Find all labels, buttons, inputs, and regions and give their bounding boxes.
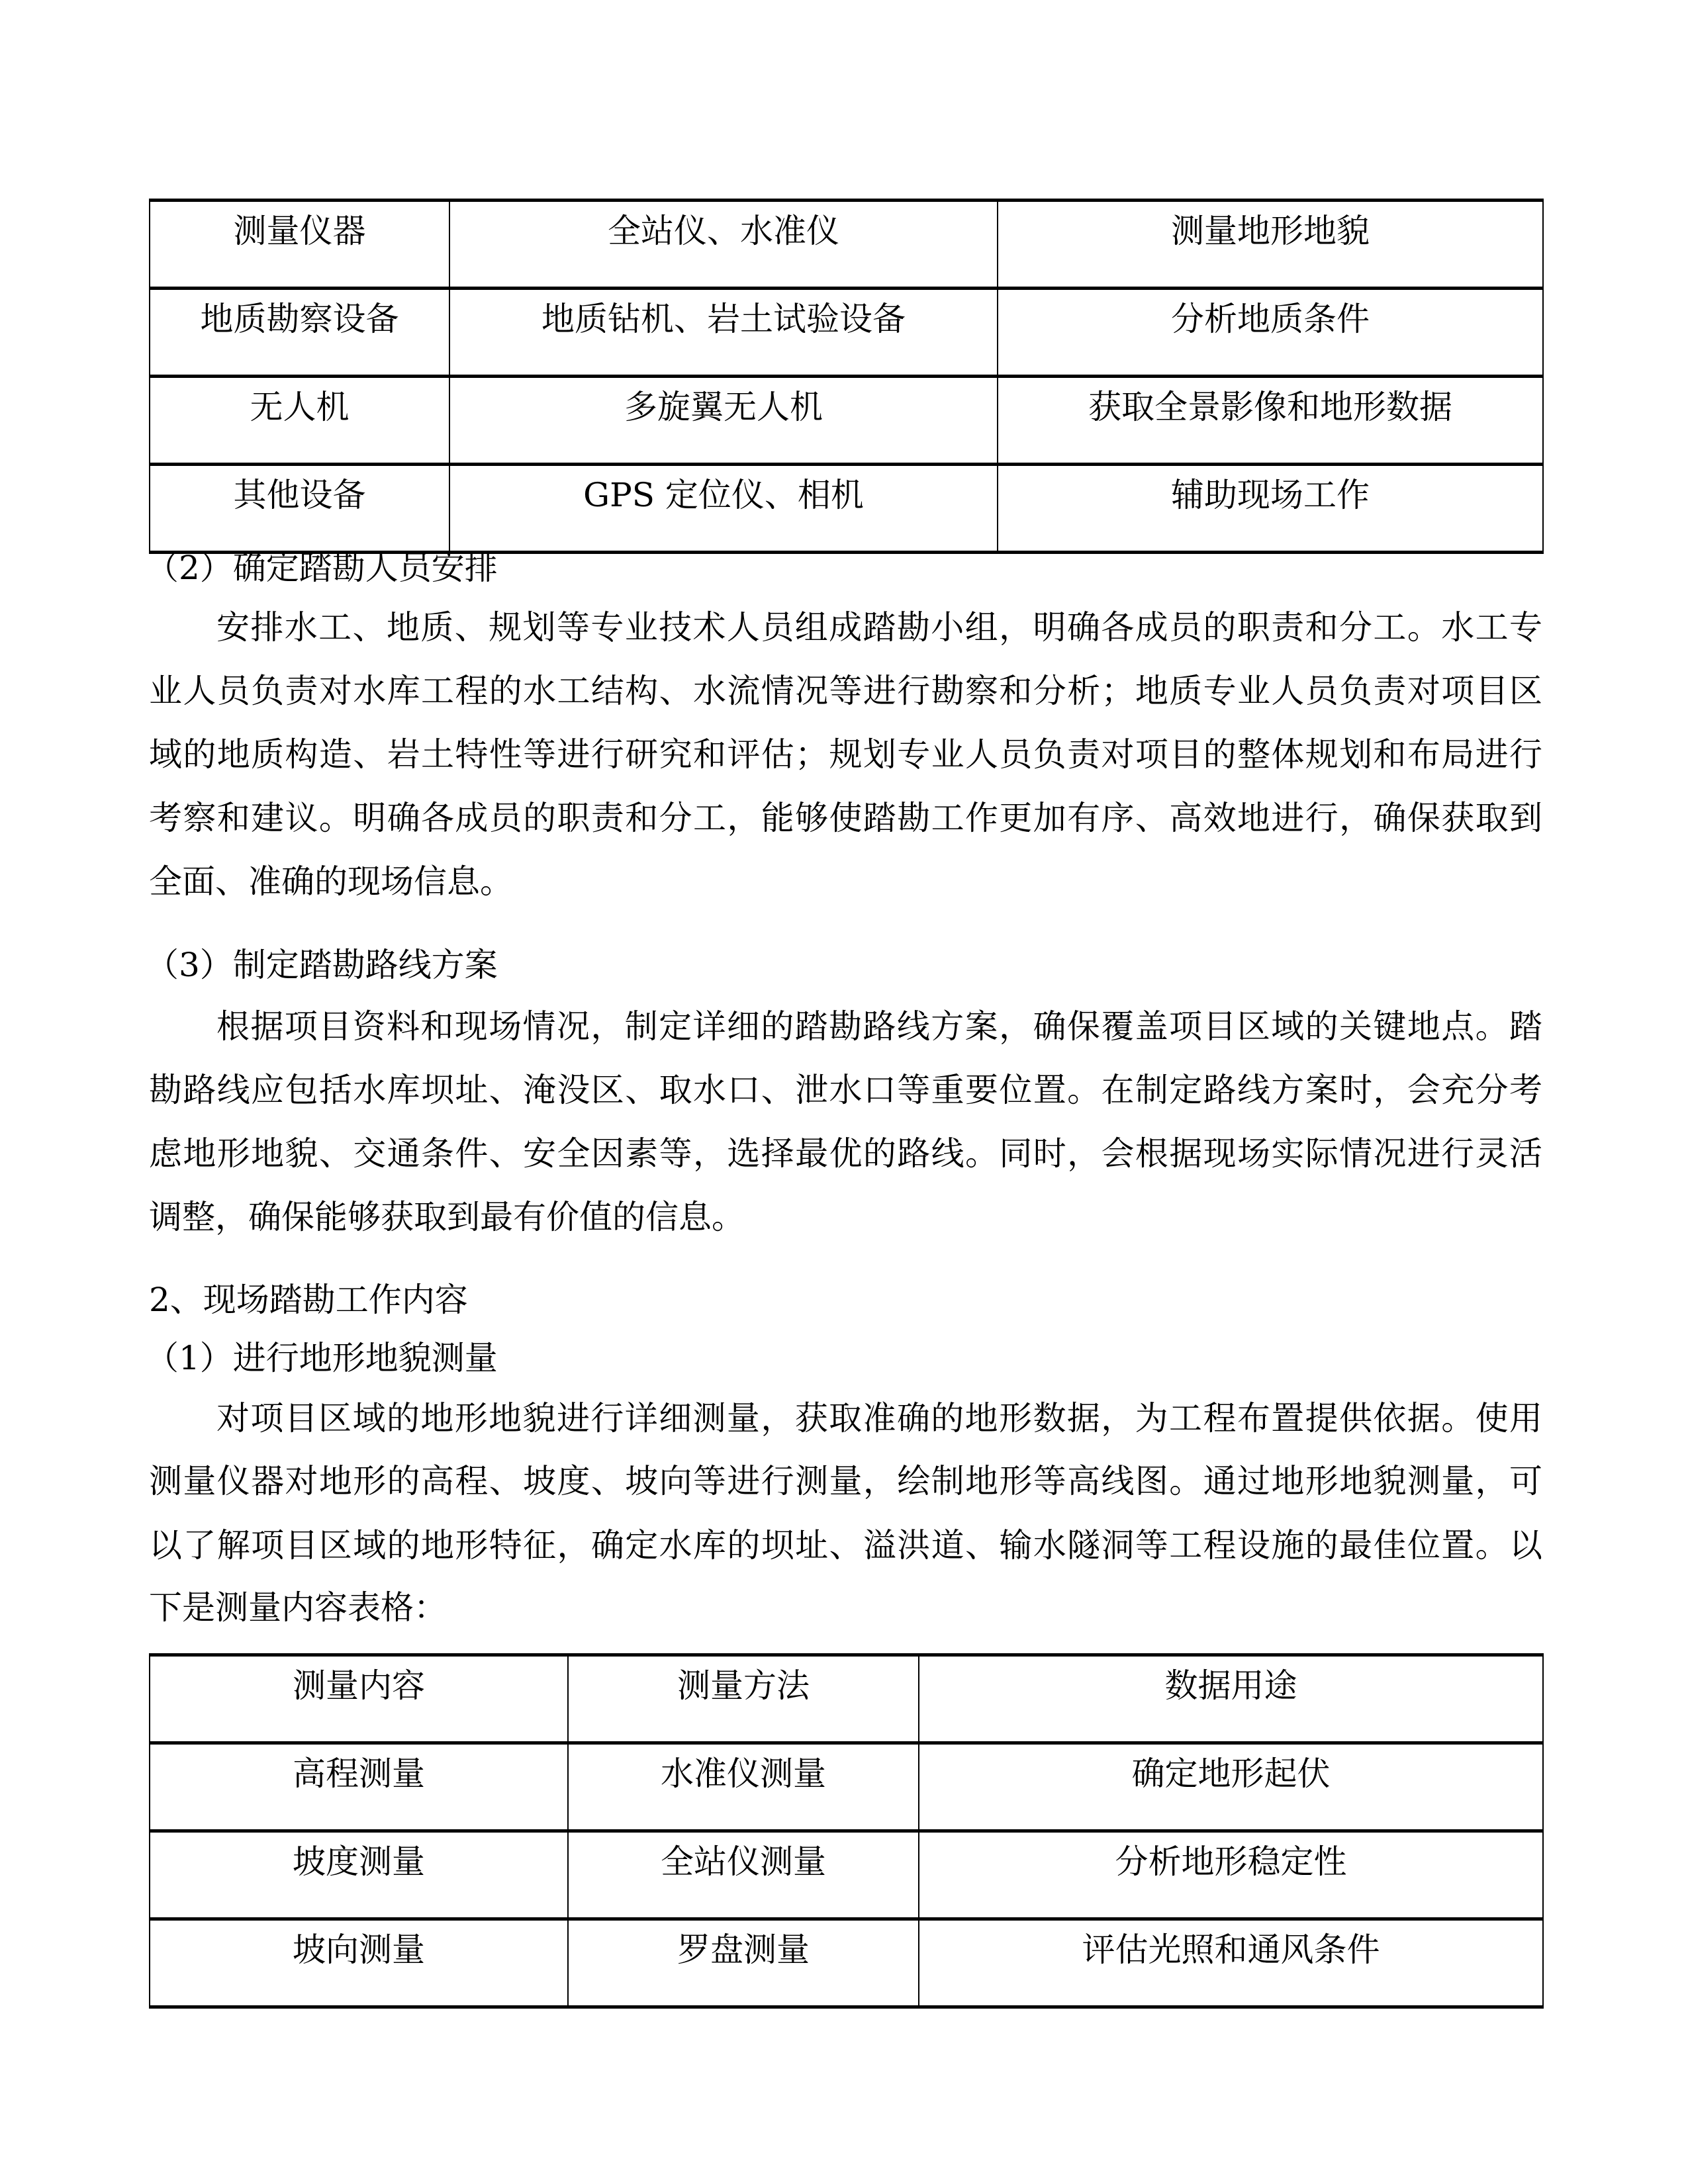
table-cell: 确定地形起伏 — [919, 1743, 1543, 1831]
table-header-cell: 测量内容 — [150, 1655, 568, 1743]
paragraph-line: 勘路线应包括水库坝址、淹没区、取水口、泄水口等重要位置。在制定路线方案时，会充分考 — [149, 1071, 1542, 1109]
table-cell: 辅助现场工作 — [998, 465, 1543, 553]
paragraph-line: 考察和建议。明确各成员的职责和分工，能够使踏勘工作更加有序、高效地进行，确保获取到 — [149, 799, 1542, 837]
table-cell: 地质勘察设备 — [150, 289, 449, 377]
paragraph-line: 测量仪器对地形的高程、坡度、坡向等进行测量，绘制地形等高线图。通过地形地貌测量，可 — [149, 1462, 1542, 1500]
paragraph-line: 下是测量内容表格： — [149, 1588, 447, 1627]
paragraph-line: 安排水工、地质、规划等专业技术人员组成踏勘小组，明确各成员的职责和分工。水工专 — [216, 608, 1542, 647]
table-header-cell: 数据用途 — [919, 1655, 1543, 1743]
paragraph-line: 对项目区域的地形地貌进行详细测量，获取准确的地形数据，为工程布置提供依据。使用 — [216, 1399, 1542, 1437]
paragraph-line: 域的地质构造、岩土特性等进行研究和评估；规划专业人员负责对项目的整体规划和布局进行 — [149, 735, 1542, 774]
table-cell: 全站仪测量 — [568, 1831, 919, 1919]
table-cell: 分析地质条件 — [998, 289, 1543, 377]
table-cell: 全站仪、水准仪 — [449, 201, 998, 289]
paragraph-line: 虑地形地貌、交通条件、安全因素等，选择最优的路线。同时，会根据现场实际情况进行灵活 — [149, 1134, 1542, 1173]
part-heading: 2、现场踏勘工作内容 — [149, 1281, 468, 1319]
paragraph-line: 以了解项目区域的地形特征，确定水库的坝址、溢洪道、输水隧洞等工程设施的最佳位置。以 — [149, 1526, 1542, 1565]
table-cell: 测量地形地貌 — [998, 201, 1543, 289]
table-header-row — [150, 1655, 1543, 1743]
table-cell: 其他设备 — [150, 465, 449, 553]
table-cell: 无人机 — [150, 377, 449, 465]
table-row — [150, 1831, 1543, 1919]
table-cell: 评估光照和通风条件 — [919, 1919, 1543, 2007]
table-cell: 坡度测量 — [150, 1831, 568, 1919]
table-row — [150, 289, 1543, 377]
paragraph-line: 业人员负责对水库工程的水工结构、水流情况等进行勘察和分析；地质专业人员负责对项目区 — [149, 672, 1542, 710]
section-heading: （3）制定踏勘路线方案 — [146, 946, 498, 984]
table-cell: 分析地形稳定性 — [919, 1831, 1543, 1919]
table-cell: 多旋翼无人机 — [449, 377, 998, 465]
measurement-table — [149, 1653, 1544, 2009]
table-cell: 坡向测量 — [150, 1919, 568, 2007]
paragraph-line: 调整，确保能够获取到最有价值的信息。 — [149, 1198, 745, 1236]
paragraph-line: 根据项目资料和现场情况，制定详细的踏勘路线方案，确保覆盖项目区域的关键地点。踏 — [216, 1007, 1542, 1046]
table-cell: 测量仪器 — [150, 201, 449, 289]
table-cell: 获取全景影像和地形数据 — [998, 377, 1543, 465]
table-cell: 水准仪测量 — [568, 1743, 919, 1831]
table-row — [150, 201, 1543, 289]
table-row — [150, 1919, 1543, 2007]
table-header-cell: 测量方法 — [568, 1655, 919, 1743]
table-cell: 罗盘测量 — [568, 1919, 919, 2007]
table-cell: 高程测量 — [150, 1743, 568, 1831]
table-row — [150, 1743, 1543, 1831]
table-cell: 地质钻机、岩土试验设备 — [449, 289, 998, 377]
paragraph-line: 全面、准确的现场信息。 — [149, 862, 513, 901]
section-heading: （2）确定踏勘人员安排 — [146, 549, 498, 587]
equipment-table — [149, 199, 1544, 554]
table-row — [150, 377, 1543, 465]
section-heading: （1）进行地形地貌测量 — [146, 1339, 498, 1377]
table-cell: GPS 定位仪、相机 — [449, 465, 998, 553]
